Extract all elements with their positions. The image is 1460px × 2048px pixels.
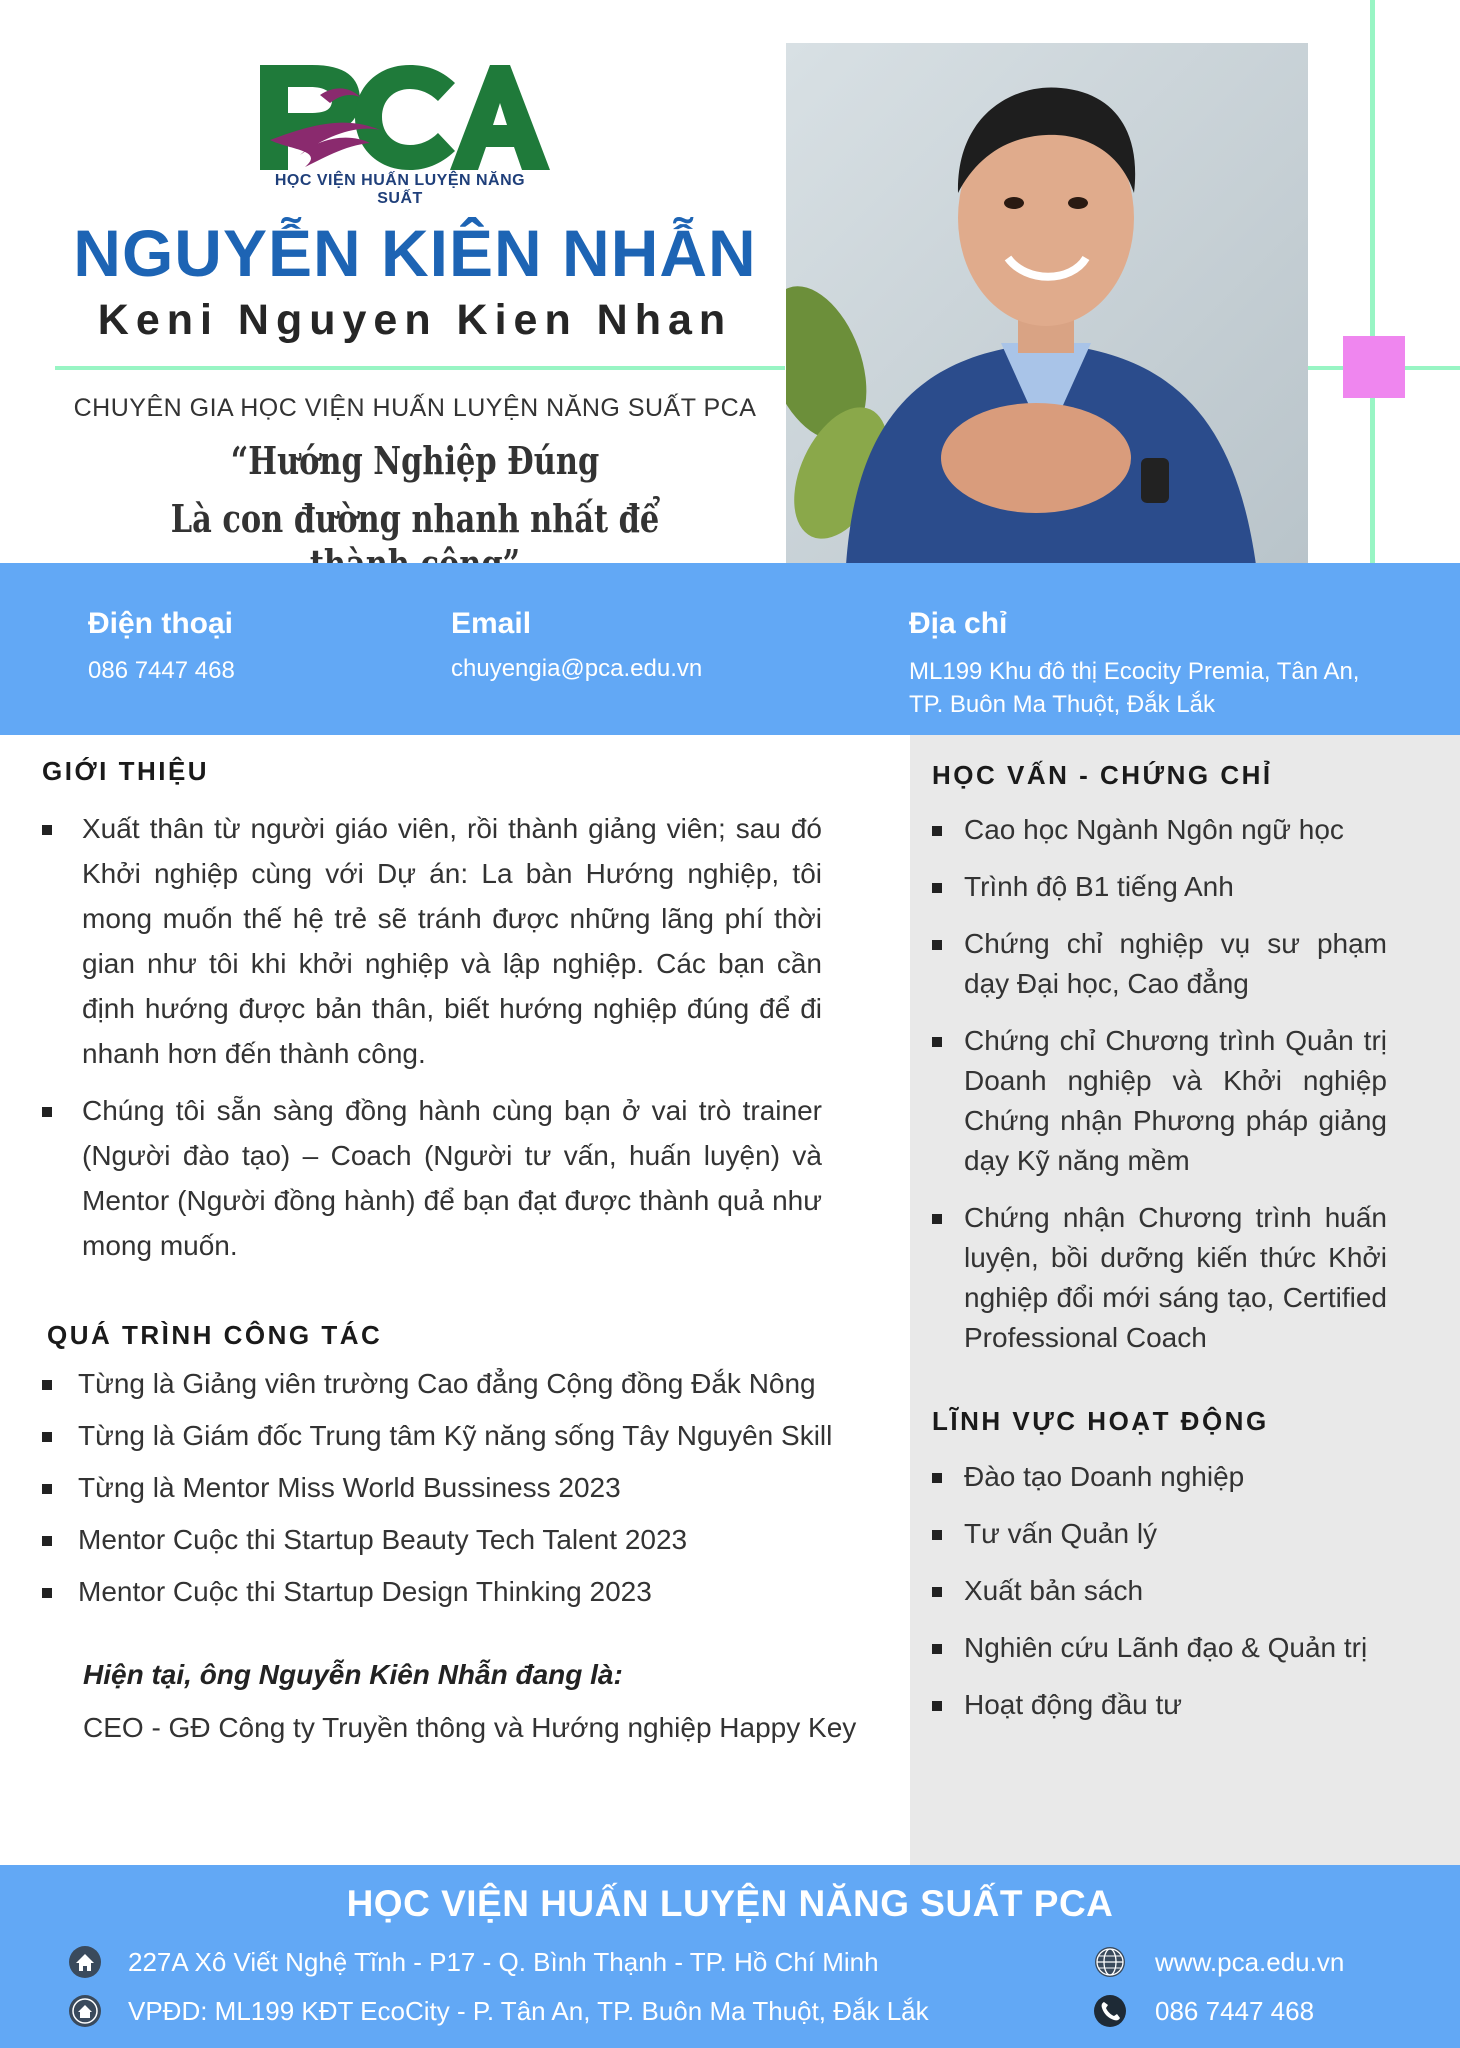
list-item: Mentor Cuộc thi Startup Design Thinking 2023 <box>42 1572 842 1624</box>
address-line-1: ML199 Khu đô thị Ecocity Premia, Tân An, <box>909 658 1360 685</box>
list-item: Xuất thân từ người giáo viên, rồi thành giảng viên; sau đó Khởi nghiệp cùng với Dự án: La bàn Hướng nghiệp, tôi mong muốn thế hệ trẻ sẽ tránh được những lãng phí thời gian như tôi khi khởi nghiệp và lập nghiệp. Các bạn cần định hướng được bản thân, biết hướng nghiệp đúng để đi nhanh hơn đến thành công. <box>42 806 822 1076</box>
office-icon <box>68 1994 102 2028</box>
contact-band <box>0 563 1460 735</box>
phone-icon <box>1093 1994 1127 2028</box>
list-item: Xuất bản sách <box>932 1571 1387 1628</box>
current-role-label: Hiện tại, ông Nguyễn Kiên Nhẫn đang là: <box>83 1659 623 1690</box>
footer-title: HỌC VIỆN HUẤN LUYỆN NĂNG SUẤT PCA <box>346 1883 1114 1924</box>
decorative-pink-square <box>1343 336 1405 398</box>
globe-icon <box>1093 1945 1127 1979</box>
list-item: Trình độ B1 tiếng Anh <box>932 867 1387 907</box>
current-role-value: CEO - GĐ Công ty Truyền thông và Hướng nghiệp Happy Key <box>83 1712 857 1743</box>
list-item: Hoạt động đầu tư <box>932 1685 1387 1742</box>
footer-address-2: VPĐD: ML199 KĐT EcoCity - P. Tân An, TP. Buôn Ma Thuột, Đắk Lắk <box>128 1996 929 2026</box>
list-item: Từng là Giám đốc Trung tâm Kỹ năng sống Tây Nguyên Skill <box>42 1416 842 1468</box>
logo-subtitle: HỌC VIỆN HUẤN LUYỆN NĂNG SUẤT <box>274 172 526 207</box>
fields-list <box>932 1457 1387 1742</box>
list-item: Chúng tôi sẵn sàng đồng hành cùng bạn ở vai trò trainer (Người đào tạo) – Coach (Người tư vấn, huấn luyện) và Mentor (Người đồng hành) để bạn đạt được thành quả như mong muốn. <box>42 1088 822 1268</box>
fields-heading: LĨNH VỰC HOẠT ĐỘNG <box>932 1406 1269 1436</box>
intro-list <box>42 806 822 1280</box>
education-heading: HỌC VẤN - CHỨNG CHỈ <box>932 760 1273 790</box>
portrait-photo <box>786 43 1308 565</box>
list-item: Mentor Cuộc thi Startup Beauty Tech Talent 2023 <box>42 1520 842 1572</box>
list-item: Chứng nhận Chương trình huấn luyện, bồi dưỡng kiến thức Khởi nghiệp đổi mới sáng tạo, Certified Professional Coach <box>932 1198 1387 1358</box>
intro-heading: GIỚI THIỆU <box>42 756 210 786</box>
work-list <box>42 1364 842 1624</box>
decorative-divider-line <box>55 366 785 370</box>
pca-logo <box>250 55 550 190</box>
name-english: Keni Nguyen Kien Nhan <box>97 296 733 344</box>
education-list <box>932 810 1387 1375</box>
list-item: Chứng chỉ nghiệp vụ sư phạm dạy Đại học, Cao đẳng <box>932 924 1387 1004</box>
list-item: Tư vấn Quản lý <box>932 1514 1387 1571</box>
address-label: Địa chỉ <box>909 607 1008 640</box>
list-item: Từng là Giảng viên trường Cao đẳng Cộng đồng Đắk Nông <box>42 1364 842 1416</box>
list-item: Từng là Mentor Miss World Bussiness 2023 <box>42 1468 842 1520</box>
list-item: Chứng chỉ Chương trình Quản trị Doanh nghiệp và Khởi nghiệp Chứng nhận Phương pháp giảng dạy Kỹ năng mềm <box>932 1021 1387 1181</box>
email-label: Email <box>451 607 532 640</box>
name-vietnamese: NGUYỄN KIÊN NHẪN <box>73 216 757 290</box>
list-item: Cao học Ngành Ngôn ngữ học <box>932 810 1387 850</box>
list-item: Nghiên cứu Lãnh đạo & Quản trị <box>932 1628 1387 1685</box>
email-value[interactable]: chuyengia@pca.edu.vn <box>451 655 703 682</box>
footer-address-1: 227A Xô Viết Nghệ Tĩnh - P17 - Q. Bình Thạnh - TP. Hồ Chí Minh <box>128 1947 879 1977</box>
phone-value[interactable]: 086 7447 468 <box>88 657 235 684</box>
list-item: Đào tạo Doanh nghiệp <box>932 1457 1387 1514</box>
phone-label: Điện thoại <box>88 607 234 640</box>
quote-line-1: “Hướng Nghiệp Đúng <box>230 438 600 483</box>
quote-line-2: Là con đường nhanh nhất để <box>170 496 660 541</box>
footer-website[interactable]: www.pca.edu.vn <box>1155 1947 1345 1977</box>
footer-phone[interactable]: 086 7447 468 <box>1155 1996 1315 2026</box>
home-icon <box>68 1945 102 1979</box>
decorative-vertical-line <box>1370 0 1375 563</box>
job-title: CHUYÊN GIA HỌC VIỆN HUẤN LUYỆN NĂNG SUẤT PCA <box>73 394 757 422</box>
address-line-2: TP. Buôn Ma Thuột, Đắk Lắk <box>909 691 1215 718</box>
work-heading: QUÁ TRÌNH CÔNG TÁC <box>47 1320 383 1350</box>
